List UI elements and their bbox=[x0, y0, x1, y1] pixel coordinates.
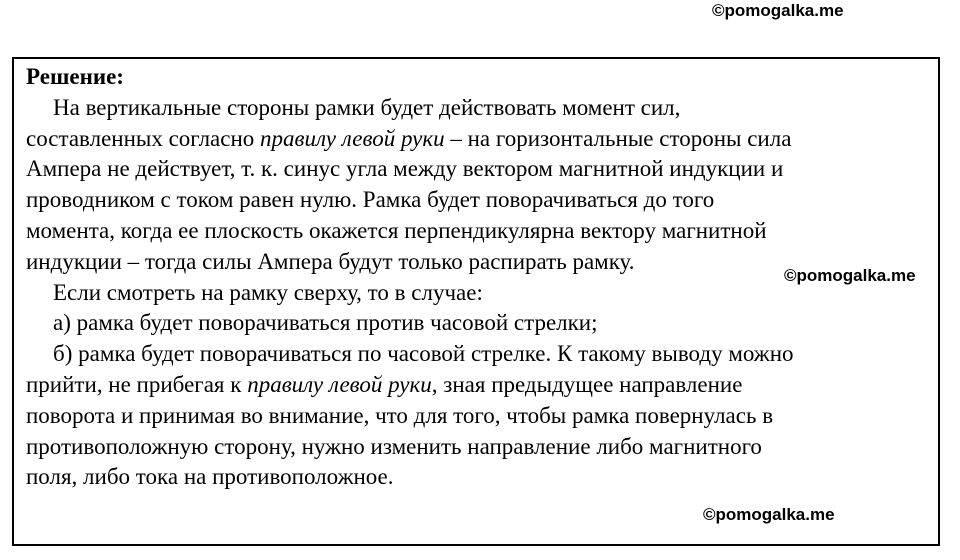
watermark-bottom: ©pomogalka.me bbox=[703, 505, 835, 524]
text-line: поворота и принимая во внимание, что для того, чтобы рамка повернулась в bbox=[26, 402, 774, 428]
solution-box bbox=[12, 57, 940, 546]
text-line: На вертикальные стороны рамки будет действовать момент сил, bbox=[53, 94, 681, 120]
text-line: проводником с током равен нулю. Рамка будет поворачиваться до того bbox=[26, 187, 715, 213]
solution-title: Решение: bbox=[26, 64, 124, 89]
text-line: поля, либо тока на противоположное. bbox=[26, 464, 394, 490]
text-line: составленных согласно правилу левой руки – на горизонтальные стороны сила bbox=[26, 125, 792, 151]
watermark-middle: ©pomogalka.me bbox=[784, 266, 916, 285]
text-line: а) рамка будет поворачиваться против часовой стрелки; bbox=[53, 310, 598, 336]
text-line: противоположную сторону, нужно изменить направление либо магнитного bbox=[26, 433, 762, 459]
text-line: б) рамка будет поворачиваться по часовой стрелке. К такому выводу можно bbox=[53, 341, 794, 367]
emphasis-text: правилу левой руки bbox=[247, 371, 432, 397]
text-line: Если смотреть на рамку сверху, то в случае: bbox=[53, 279, 483, 305]
text-line: момента, когда ее плоскость окажется перпендикулярна вектору магнитной bbox=[26, 217, 767, 243]
watermark-top: ©pomogalka.me bbox=[712, 1, 844, 20]
text-line: прийти, не прибегая к правилу левой руки, зная предыдущее направление bbox=[26, 371, 743, 397]
emphasis-text: правилу левой руки bbox=[260, 125, 445, 151]
text-line: Ампера не действует, т. к. синус угла между вектором магнитной индукции и bbox=[26, 156, 784, 182]
text-line: индукции – тогда силы Ампера будут только распирать рамку. bbox=[26, 248, 635, 274]
